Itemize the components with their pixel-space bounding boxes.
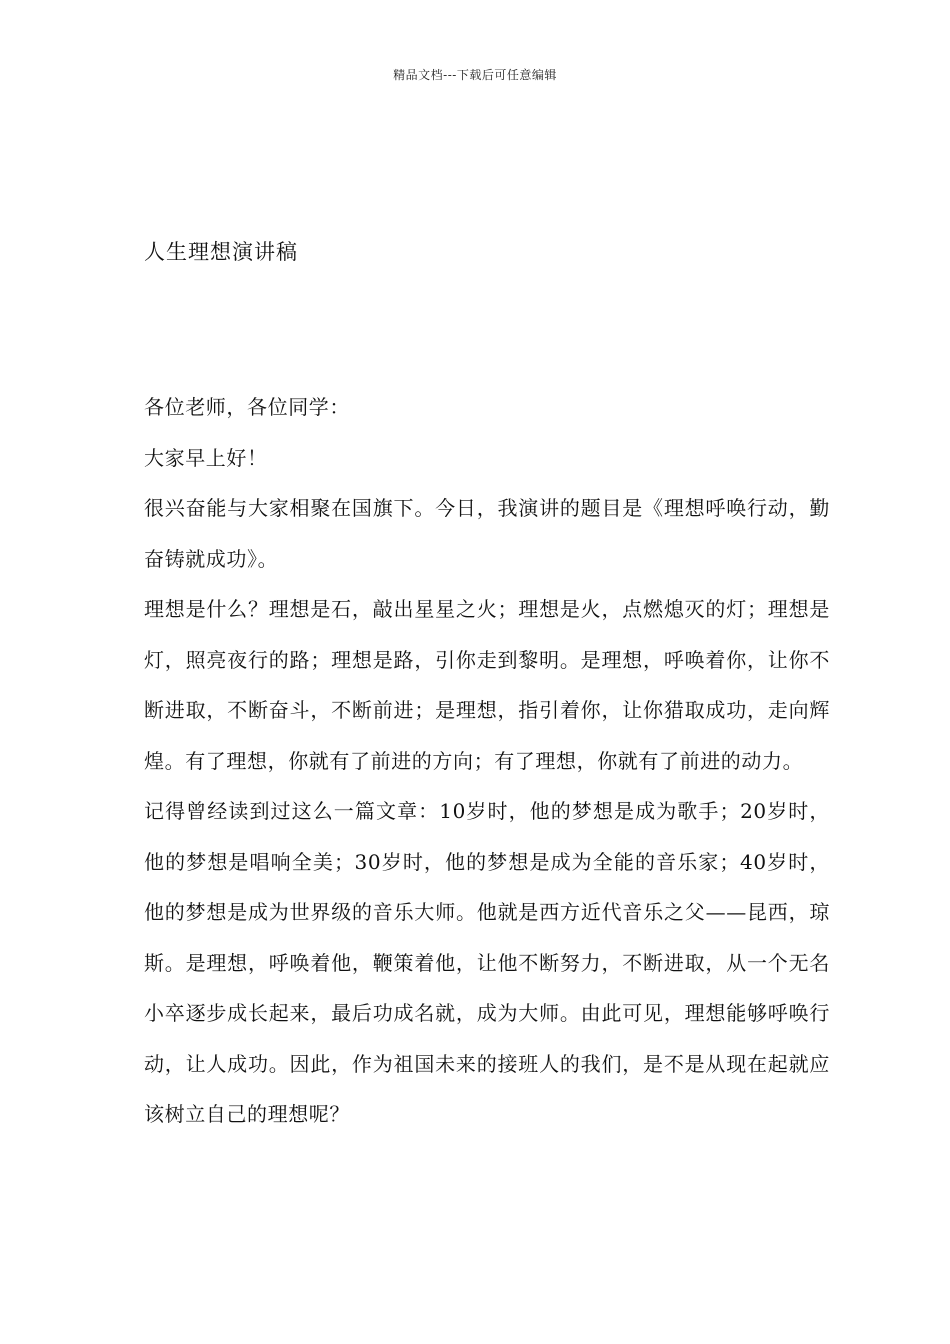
story-paragraph: 记得曾经读到过这么一篇文章：10岁时，他的梦想是成为歌手；20岁时，他的梦想是唱响全美；30岁时，他的梦想是成为全能的音乐家；40岁时，他的梦想是成为世界级的音乐大师。他就是西方近代音乐之父——昆西，琼斯。是理想，呼唤着他，鞭策着他，让他不断努力，不断进取，从一个无名小卒逐步成长起来，最后功成名就，成为大师。由此可见，理想能够呼唤行动，让人成功。因此，作为祖国未来的接班人的我们，是不是从现在起就应该树立自己的理想呢？ — [144, 799, 830, 1126]
greeting-paragraph: 各位老师，各位同学： — [144, 395, 350, 419]
document-title: 人生理想演讲稿 — [144, 240, 298, 264]
ideal-definition-paragraph: 理想是什么？理想是石，敲出星星之火；理想是火，点燃熄灭的灯；理想是灯，照亮夜行的路；理想是路，引你走到黎明。是理想，呼唤着你，让你不断进取，不断奋斗，不断前进；是理想，指引着你，让你猎取成功，走向辉煌。有了理想，你就有了前进的方向；有了理想，你就有了前进的动力。 — [144, 597, 830, 773]
salutation-paragraph: 大家早上好！ — [144, 445, 268, 470]
document-body — [144, 382, 830, 1140]
intro-paragraph: 很兴奋能与大家相聚在国旗下。今日，我演讲的题目是《理想呼唤行动，勤奋铸就成功》。 — [144, 496, 830, 571]
header-note: 精品文档---下载后可任意编辑 — [393, 68, 557, 82]
